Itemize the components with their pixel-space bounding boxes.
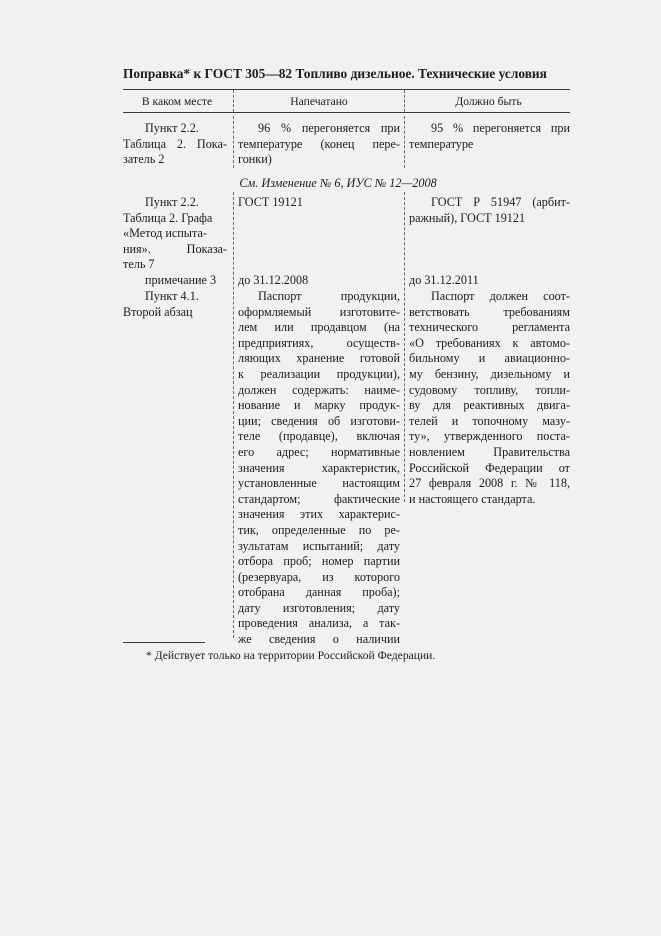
row4-printed-line: значения характеристик,	[238, 460, 400, 475]
row4-printed	[238, 289, 400, 648]
row2-place-line: «Метод испыта-	[123, 226, 207, 241]
row4-printed-line: тик, определенные по ре-	[238, 522, 400, 537]
row1-place	[123, 121, 227, 168]
row2-place-line: тель 7	[123, 257, 155, 272]
row1-place-line: Пункт 2.2.	[145, 121, 199, 135]
row1-should-be	[409, 121, 570, 152]
amendment-note: См. Изменение № 6, ИУС № 12—2008	[239, 176, 437, 190]
row4-should-be-line: и настоящего стандарта.	[409, 491, 536, 506]
column-header-place: В каком месте	[141, 95, 213, 108]
row4-printed-line: ляющих хранение готовой	[238, 351, 400, 366]
row4-printed-line: установленные настоящим	[238, 476, 400, 491]
column-separator	[233, 192, 234, 638]
row4-printed-line: отобрана данная проба);	[238, 585, 400, 600]
row3-should-be-line: до 31.12.2011	[409, 273, 479, 287]
row1-printed	[238, 121, 400, 168]
row3-printed-line: до 31.12.2008	[238, 273, 309, 287]
row2-printed	[238, 195, 400, 211]
footnote-rule	[123, 642, 205, 643]
row4-printed-line: отбора проб; номер партии	[238, 554, 400, 569]
row4-should-be-line: «О требованиях к автомо-	[409, 335, 570, 350]
row1-printed-line: 96 % перегоняется при	[258, 121, 400, 135]
column-separator	[404, 192, 405, 502]
row2-place-line: Пункт 2.2.	[145, 195, 199, 209]
row4-should-be-line: судовому топливу, топли-	[409, 382, 570, 397]
row3-place-line: примечание 3	[145, 273, 217, 287]
row4-printed-line: нование и марку продук-	[238, 398, 400, 413]
row4-printed-line: же сведения о наличии	[238, 632, 400, 647]
row4-should-be-line: телей и топочному мазу-	[409, 413, 570, 428]
row4-should-be-line: бильному и авиационно-	[409, 351, 570, 366]
row1-printed-line: гонки)	[238, 152, 272, 167]
row4-printed-line: зультатам испытаний; дату	[238, 538, 400, 553]
row4-should-be-line: ву для реактивных двига-	[409, 398, 570, 413]
row4-printed-line: дату изготовления; дату	[238, 600, 400, 615]
row2-place	[123, 195, 227, 273]
row2-should-be-line: ражный), ГОСТ 19121	[409, 210, 526, 225]
row4-should-be-line: ветствовать требованиям	[409, 304, 570, 319]
row4-printed-line: Паспорт продукции,	[258, 289, 400, 303]
row3-printed	[238, 273, 400, 289]
table-top-rule	[123, 89, 570, 90]
page-title: Поправка* к ГОСТ 305—82 Топливо дизельное. Технические условия	[123, 66, 547, 81]
row2-should-be	[409, 195, 570, 226]
row4-should-be-line: технического регламента	[409, 320, 570, 335]
row4-printed-line: лем или продавцом (на	[238, 320, 400, 335]
row4-should-be-line: новлением Правительства	[409, 444, 570, 459]
column-separator	[404, 90, 405, 112]
column-separator	[233, 116, 234, 168]
column-header-should-be: Должно быть	[455, 95, 522, 108]
row4-printed-line: должен содержать: наиме-	[238, 382, 400, 397]
row3-should-be	[409, 273, 570, 289]
row4-place-line: Второй абзац	[123, 304, 193, 319]
row4-printed-line: к реализации продукции),	[238, 366, 400, 381]
column-separator	[233, 90, 234, 112]
header-bottom-rule	[123, 112, 570, 113]
row4-printed-line: значения этих характерис-	[238, 507, 400, 522]
row4-printed-line: теле (продавце), включая	[238, 429, 400, 444]
row1-place-line: Таблица 2. Пока-	[123, 136, 227, 151]
footnote: * Действует только на территории Российской Федерации.	[146, 649, 436, 662]
row4-place-line: Пункт 4.1.	[145, 289, 199, 303]
row2-place-line: Таблица 2. Графа	[123, 210, 213, 225]
row1-should-be-line: температуре	[409, 136, 474, 151]
row4-printed-line: ции; сведения об изготови-	[238, 413, 400, 428]
row4-printed-line: стандартом; фактические	[238, 491, 400, 506]
row4-printed-line: предприятиях, осуществ-	[238, 335, 400, 350]
row1-printed-line: температуре (конец пере-	[238, 136, 400, 151]
row4-should-be-line: Российской Федерации от	[409, 460, 570, 475]
column-separator	[404, 116, 405, 168]
row2-should-be-line: ГОСТ Р 51947 (арбит-	[431, 195, 570, 209]
row4-printed-line: его адрес; нормативные	[238, 444, 400, 459]
row2-place-line: ния». Показа-	[123, 241, 227, 256]
row1-should-be-line: 95 % перегоняется при	[431, 121, 570, 135]
row4-printed-line: проведения анализа, а так-	[238, 616, 400, 631]
row4-printed-line: (резервуара, из которого	[238, 569, 400, 584]
row4-should-be-line: му бензину, дизельному и	[409, 366, 570, 381]
row4-should-be-line: 27 февраля 2008 г. № 118,	[409, 476, 570, 491]
row2-printed-line: ГОСТ 19121	[238, 195, 303, 209]
row4-should-be-line: Паспорт должен соот-	[431, 289, 570, 303]
row4-should-be	[409, 289, 570, 507]
row3-place	[123, 273, 227, 289]
row1-place-line: затель 2	[123, 152, 165, 167]
row4-place	[123, 289, 227, 320]
row4-should-be-line: ту», утвержденного поста-	[409, 429, 570, 444]
column-header-printed: Напечатано	[290, 95, 348, 108]
row4-printed-line: оформляемый изготовите-	[238, 304, 400, 319]
